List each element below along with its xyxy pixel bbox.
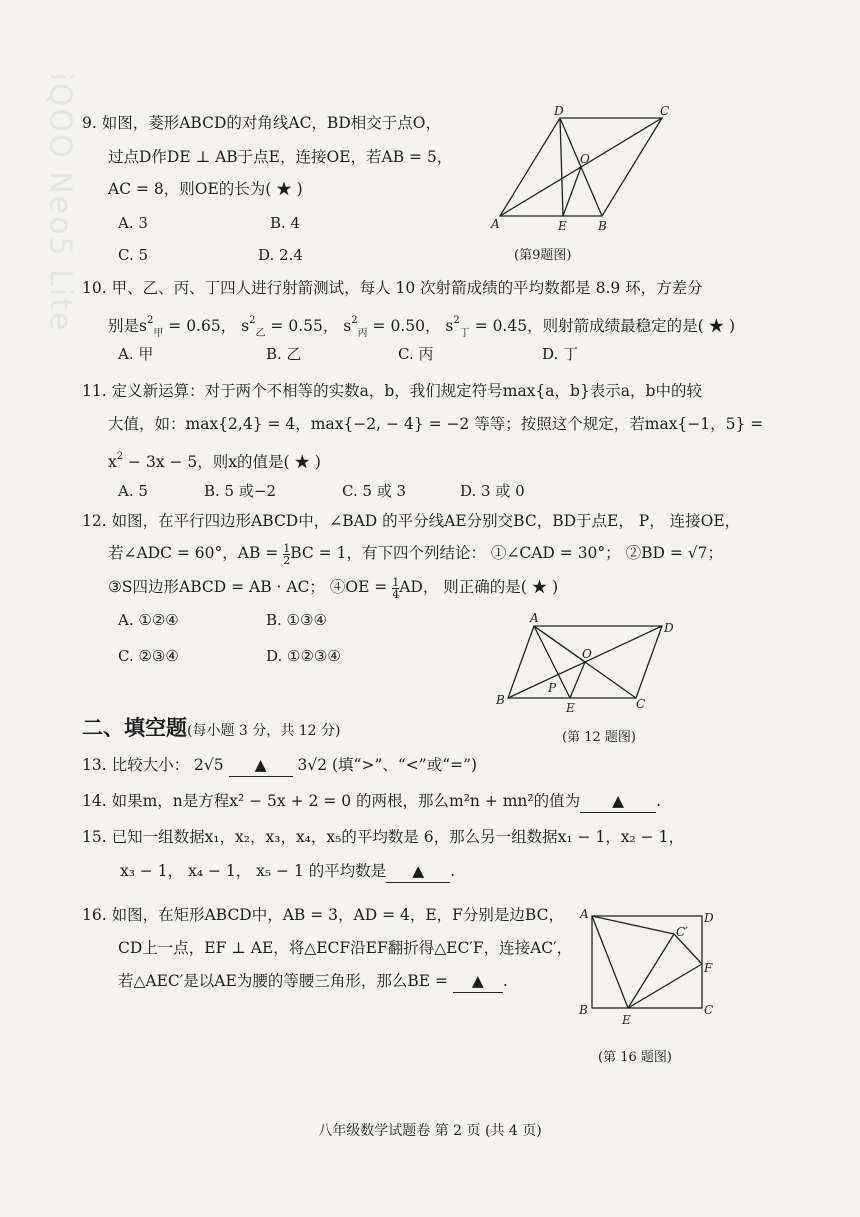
q9-option-b: B. 4 xyxy=(270,214,301,232)
section-title: 二、填空题(每小题 3 分，共 12 分) xyxy=(82,716,341,740)
q11-option-d: D. 3 或 0 xyxy=(460,482,525,500)
label-O: O xyxy=(582,647,592,661)
q12-option-b: B. ①③④ xyxy=(266,611,327,629)
label-C: C xyxy=(660,104,670,118)
q9-line2: 过点D作DE ⊥ AB于点E，连接OE，若AB = 5， xyxy=(108,148,453,166)
q9-figure xyxy=(486,104,676,234)
q11-option-c: C. 5 或 3 xyxy=(342,482,407,500)
label-A: A xyxy=(491,217,500,231)
q11-line2: 大值，如：max{2,4} = 4，max{−2, − 4} = −2 等等；按照这个规定，若max{−1，5} = xyxy=(108,415,764,433)
q10-option-a: A. 甲 xyxy=(118,345,154,363)
q16-line1: 16. 如图，在矩形ABCD中，AB = 3，AD = 4，E，F分别是边BC， xyxy=(82,906,564,924)
label-C: C xyxy=(704,1003,714,1017)
label-A: A xyxy=(530,611,539,625)
q16-figure xyxy=(570,904,720,1028)
label-B: B xyxy=(598,219,607,233)
q9-caption: (第9题图) xyxy=(514,248,572,263)
q15-line1: 15. 已知一组数据x₁，x₂，x₃，x₄，x₅的平均数是 6，那么另一组数据x₁ − 1，x₂ − 1， xyxy=(82,828,684,846)
q11-line3: $x^2 - 3x - 5$，则x的值是( ★ ) xyxy=(108,451,321,471)
q11-option-a: A. 5 xyxy=(118,482,148,500)
q16-line3: 若△AEC′是以AE为腰的等腰三角形，那么BE = ▲ . xyxy=(118,970,508,993)
q9-option-d: D. 2.4 xyxy=(258,246,303,264)
q12-caption: (第 12 题图) xyxy=(562,730,636,745)
label-D: D xyxy=(554,104,564,118)
label-D: D xyxy=(664,621,674,635)
q11-line1: 11. 定义新运算：对于两个不相等的实数a，b，我们规定符号max{a，b}表示a，b中的较 xyxy=(82,382,702,400)
q10-option-d: D. 丁 xyxy=(542,345,579,363)
q12-option-c: C. ②③④ xyxy=(118,647,179,665)
q10-line1: 10. 甲、乙、丙、丁四人进行射箭测试，每人 10 次射箭成绩的平均数都是 8.9 环，方差分 xyxy=(82,279,703,297)
q9-line1: 9. 如图，菱形ABCD的对角线AC，BD相交于点O， xyxy=(82,114,441,132)
q15-line2: x₃ − 1， x₄ − 1， x₅ − 1 的平均数是 ▲ . xyxy=(120,860,455,883)
label-B: B xyxy=(496,693,505,707)
q9-option-a: A. 3 xyxy=(118,214,148,232)
label-O: O xyxy=(580,152,590,166)
label-E: E xyxy=(566,701,575,715)
q12-figure xyxy=(490,608,690,718)
q10-option-c: C. 丙 xyxy=(398,345,434,363)
q10-line2: 别是$s^2_甲 = 0.65$， $s^2_乙 = 0.55$， $s^2_丙 = 0.50$， $s^2_丁 = 0.45$，则射箭成绩最稳定的是( ★ ) xyxy=(108,315,736,339)
q12-line3: ③S四边形ABCD = AB · AC； ④OE = $\frac{1}{4}$ AD， 则正确的是( ★ ) xyxy=(108,575,559,601)
label-A: A xyxy=(580,907,589,921)
q16-caption: (第 16 题图) xyxy=(598,1050,672,1065)
q9-line3: AC = 8，则OE的长为( ★ ) xyxy=(108,180,303,198)
q14-line: 14. 如果m，n是方程x² − 5x + 2 = 0 的两根，那么m²n + mn²的值为 ▲ . xyxy=(82,790,661,813)
label-P: P xyxy=(548,681,557,695)
label-C-prime: C′ xyxy=(676,925,688,939)
page-footer: 八年级数学试题卷 第 2 页 (共 4 页) xyxy=(318,1123,542,1139)
q10-option-b: B. 乙 xyxy=(266,345,302,363)
q12-line2: 若∠ADC = 60°，AB = $\frac{1}{2}$ BC = 1，有下四个列结论： ①∠CAD = 30°； ②BD = √7； xyxy=(108,541,723,567)
label-D: D xyxy=(704,911,714,925)
q12-option-a: A. ①②④ xyxy=(118,611,179,629)
q12-line1: 12. 如图，在平行四边形ABCD中，∠BAD 的平分线AE分别交BC，BD于点E， P， 连接OE， xyxy=(82,512,741,530)
q12-option-d: D. ①②③④ xyxy=(266,647,341,665)
label-C: C xyxy=(636,697,646,711)
label-B: B xyxy=(579,1003,588,1017)
camera-watermark: iQOO Neo5 Lite xyxy=(42,72,78,333)
q11-option-b: B. 5 或−2 xyxy=(204,482,276,500)
q16-line2: CD上一点，EF ⊥ AE，将△ECF沿EF翻折得△EC′F，连接AC′， xyxy=(118,939,573,957)
label-E: E xyxy=(558,219,567,233)
label-E: E xyxy=(622,1013,631,1027)
q9-option-c: C. 5 xyxy=(118,246,149,264)
label-F: F xyxy=(704,961,713,975)
q13-line: 13. 比较大小： 2√5 ▲ 3√2 (填“>”、“<”或“=”) xyxy=(82,754,477,777)
